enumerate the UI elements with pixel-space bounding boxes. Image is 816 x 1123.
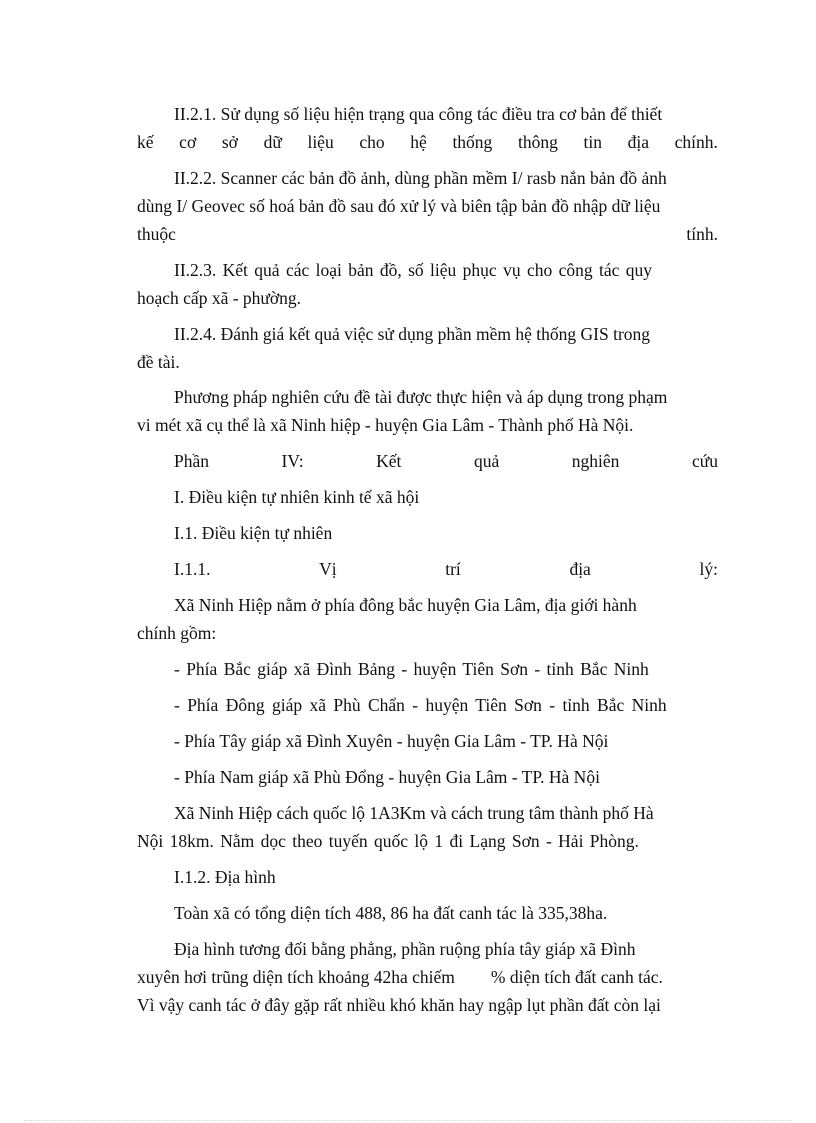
- paragraph-2-2-3-line-2: hoạch cấp xã - phường.: [137, 288, 302, 308]
- distance-paragraph-line-1: Xã Ninh Hiệp cách quốc lộ 1A3Km và cách trung tâm thành phố Hà: [174, 803, 654, 823]
- paragraph-2-2-2-line-3: thuộc tính.: [137, 224, 718, 244]
- method-paragraph-line-1: Phương pháp nghiên cứu đề tài được thực hiện và áp dụng trong phạm: [174, 387, 668, 407]
- border-item-south: - Phía Nam giáp xã Phù Đổng - huyện Gia Lâm - TP. Hà Nội: [174, 767, 600, 787]
- terrain-paragraph-line-3: Vì vậy canh tác ở đây gặp rất nhiều khó khăn hay ngập lụt phần đất còn lại: [137, 995, 661, 1015]
- terrain-paragraph-line-1: Địa hình tương đối bằng phẳng, phần ruộng phía tây giáp xã Đình: [174, 939, 636, 959]
- terrain-paragraph-line-2: [137, 966, 718, 988]
- location-paragraph-line-1: Xã Ninh Hiệp nằm ở phía đông bắc huyện Gia Lâm, địa giới hành: [174, 595, 637, 615]
- method-paragraph-line-2: vi mét xã cụ thể là xã Ninh hiệp - huyện Gia Lâm - Thành phố Hà Nội.: [137, 415, 634, 435]
- border-item-west: - Phía Tây giáp xã Đình Xuyên - huyện Gia Lâm - TP. Hà Nội: [174, 731, 609, 751]
- terrain-text-b: % diện tích đất canh tác.: [490, 967, 663, 987]
- paragraph-2-2-2-line-1: II.2.2. Scanner các bản đồ ảnh, dùng phần mềm I/ rasb nắn bản đồ ảnh: [174, 168, 667, 188]
- area-paragraph: Toàn xã có tổng diện tích 488, 86 ha đất canh tác là 335,38ha.: [174, 903, 608, 923]
- paragraph-2-2-1-line-2: kế cơ sở dữ liệu cho hệ thống thông tin địa chính.: [137, 132, 718, 152]
- paragraph-2-2-1-line-1: II.2.1. Sử dụng số liệu hiện trạng qua công tác điều tra cơ bản để thiết: [174, 104, 663, 124]
- part-iv-heading: Phần IV: Kết quả nghiên cứu: [174, 451, 718, 471]
- page-bottom-divider: [24, 1120, 792, 1121]
- location-paragraph-line-2: chính gồm:: [137, 623, 217, 643]
- section-heading-i-1-1: I.1.1. Vị trí địa lý:: [174, 559, 718, 579]
- border-item-east: - Phía Đông giáp xã Phù Chẩn - huyện Tiên Sơn - tỉnh Bắc Ninh: [174, 695, 667, 715]
- paragraph-2-2-2-line-2: dùng I/ Geovec số hoá bản đồ sau đó xử lý và biên tập bản đồ nhập dữ liệu: [137, 196, 661, 216]
- paragraph-2-2-4-line-2: đề tài.: [137, 352, 180, 372]
- terrain-text-a: xuyên hơi trũng diện tích khoảng 42ha chiếm: [137, 967, 455, 987]
- paragraph-2-2-4-line-1: II.2.4. Đánh giá kết quả việc sử dụng phần mềm hệ thống GIS trong: [174, 324, 651, 344]
- section-heading-i-1: I.1. Điều kiện tự nhiên: [174, 523, 333, 543]
- section-heading-i-1-2: I.1.2. Địa hình: [174, 867, 276, 887]
- paragraph-2-2-3-line-1: II.2.3. Kết quả các loại bản đồ, số liệu phục vụ cho công tác quy: [174, 260, 653, 280]
- section-heading-i: I. Điều kiện tự nhiên kinh tế xã hội: [174, 487, 420, 507]
- border-item-north: - Phía Bắc giáp xã Đình Bảng - huyện Tiên Sơn - tỉnh Bắc Ninh: [174, 659, 649, 679]
- distance-paragraph-line-2: Nội 18km. Nằm dọc theo tuyến quốc lộ 1 đi Lạng Sơn - Hải Phòng.: [137, 831, 639, 851]
